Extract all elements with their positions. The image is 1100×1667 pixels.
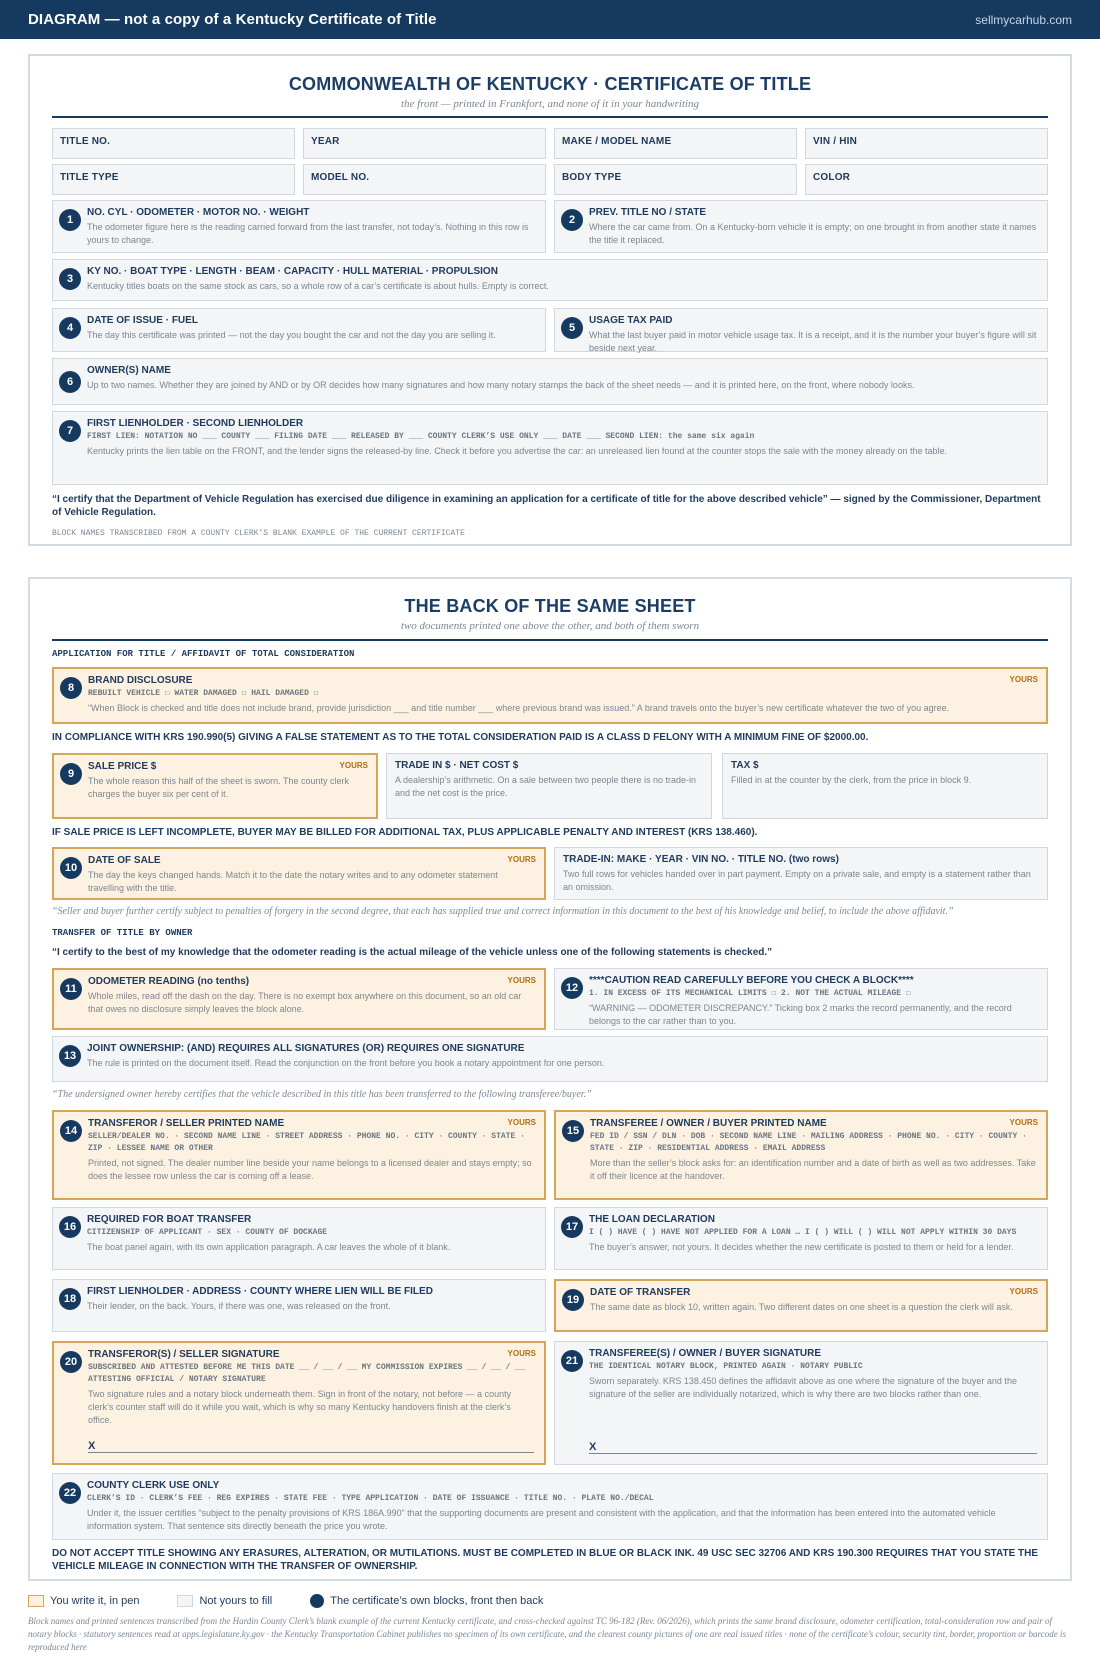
block-18: 18 FIRST LIENHOLDER · ADDRESS · COUNTY WHERE LIEN WILL BE FILED Their lender, on the back. Yours, if there was one, was released on the front.	[52, 1279, 546, 1332]
section-transfer: TRANSFER OF TITLE BY OWNER	[52, 928, 193, 938]
block-20: 20 YOURS TRANSFEROR(S) / SELLER SIGNATURE SUBSCRIBED AND ATTESTED BEFORE ME THIS DATE __ / __ / __ MY COMMISSION EXPIRES __ / __ / __ ATTESTING OFFICIAL / NOTARY SIGNATURE Two signature rules and a notary block underneath them. Sign in front of the notary, not before — a county clerk’s counter staff will do it while you wait, which is why so many Kentucky handovers finish at the clerk’s office. X	[52, 1341, 546, 1465]
back-subtitle: two documents printed one above the other, and both of them sworn	[400, 620, 700, 632]
back-panel	[28, 577, 1072, 1581]
block-14: 14 YOURS TRANSFEROR / SELLER PRINTED NAME SELLER/DEALER NO. · SECOND NAME LINE · STREET ADDRESS · PHONE NO. · CITY · COUNTY · STATE · ZIP · LESSEE NAME OR OTHER Printed, not signed. The dealer number line beside your name belongs to a licensed dealer and stays empty; so does the lessee row unless the car is coming off a lease.	[52, 1110, 546, 1200]
block-5: 5 USAGE TAX PAID What the last buyer paid in motor vehicle usage tax. It is a receipt, and it is the number your buyer’s figure will sit beside next year.	[554, 308, 1048, 352]
back-title: THE BACK OF THE SAME SHEET	[404, 596, 696, 616]
legend	[28, 1594, 543, 1608]
field-title-type: TITLE TYPE	[52, 164, 295, 195]
block-12: 12 ****CAUTION READ CAREFULLY BEFORE YOU CHECK A BLOCK**** 1. IN EXCESS OF ITS MECHANICAL LIMITS ☐ 2. NOT THE ACTUAL MILEAGE ☐ “WARNING — ODOMETER DISCREPANCY.” Ticking box 2 marks the record permanently, and the record belongs to the car rather than to you.	[554, 968, 1048, 1030]
transcription-note: BLOCK NAMES TRANSCRIBED FROM A COUNTY CLERK’S BLANK EXAMPLE OF THE CURRENT CERTIFICATE	[52, 529, 465, 538]
front-subtitle: the front — printed in Frankfort, and none of it in your handwriting	[400, 98, 700, 110]
field-color: COLOR	[805, 164, 1048, 195]
yours-tag: YOURS	[1009, 675, 1038, 684]
block-3: 3 KY NO. · BOAT TYPE · LENGTH · BEAM · CAPACITY · HULL MATERIAL · PROPULSION Kentucky titles boats on the same stock as cars, so a whole row of a car’s certificate is about hulls. Empty is correct.	[52, 259, 1048, 301]
field-make-model: MAKE / MODEL NAME	[554, 128, 797, 159]
front-panel	[28, 54, 1072, 546]
field-year: YEAR	[303, 128, 546, 159]
erasures-warning: DO NOT ACCEPT TITLE SHOWING ANY ERASURES, ALTERATION, OR MUTILATIONS. MUST BE COMPLETED IN BLUE OR BLACK INK. 49 USC SEC 32706 AND KRS 190.300 REQUIRES THAT YOU STATE THE VEHICLE MILEAGE IN CONNECTION WITH THE TRANSFER OF OWNERSHIP.	[52, 1548, 1039, 1572]
incomplete-warning: IF SALE PRICE IS LEFT INCOMPLETE, BUYER MAY BE BILLED FOR ADDITIONAL TAX, PLUS APPLICABLE PENALTY AND INTEREST (KRS 138.460).	[52, 827, 758, 838]
block-1: 1 NO. CYL · ODOMETER · MOTOR NO. · WEIGHT The odometer figure here is the reading carried forward from the last transfer, not today’s. Nothing in this row is yours to change.	[52, 200, 546, 253]
transfer-certification: “The undersigned owner hereby certifies that the vehicle described in this title has been transferred to the following transferee/buyer.”	[52, 1089, 592, 1100]
source-footnote: Block names and printed sentences transcribed from the Hardin County Clerk’s blank example of the current Kentucky certificate, and cross-checked against TC 96-182 (Rev. 06/2026), which prints the same brand disclosure, odometer certification, total-consideration row and pair of notary blocks · statutory sentences read at apps.legislature.ky.gov · the Kentucky Transportation Cabinet publishes no specimen of its own certificate, and the clearest county pictures of one are real issued titles · none of the certificate’s colour, security tint, border, proportion or barcode is reproduced here	[28, 1616, 1066, 1652]
block-22: 22 COUNTY CLERK USE ONLY CLERK’S ID · CLERK’S FEE · REG EXPIRES · STATE FEE · TYPE APPLICATION · DATE OF ISSUANCE · TITLE NO. · PLATE NO./DECAL Under it, the issuer certifies “subject to the penalty provisions of KRS 186A.990” that the supporting documents are present and consistent with the application, and that the information has been entered into the automated vehicle information system. That sentence sits directly beneath the price you wrote.	[52, 1473, 1048, 1540]
block-11: 11 YOURS ODOMETER READING (no tenths) Whole miles, read off the dash on the day. There is no exempt box anywhere on this document, so an old car that owes no disclosure simply leaves the block alone.	[52, 968, 546, 1030]
block-trade-in-rows: TRADE-IN: MAKE · YEAR · VIN NO. · TITLE NO. (two rows) Two full rows for vehicles handed over in part payment. Empty on a private sale, and empty is a statement rather than an omission.	[554, 847, 1048, 900]
diagram-title: DIAGRAM — not a copy of a Kentucky Certificate of Title	[28, 11, 437, 28]
legend-yours: You write it, in pen	[50, 1595, 140, 1607]
field-title-no: TITLE NO.	[52, 128, 295, 159]
block-10: 10 YOURS DATE OF SALE The day the keys changed hands. Match it to the date the notary writes and to any odometer statement travelling with the title.	[52, 847, 546, 900]
block-16: 16 REQUIRED FOR BOAT TRANSFER CITIZENSHIP OF APPLICANT · SEX · COUNTY OF DOCKAGE The boat panel again, with its own application paragraph. A car leaves the whole of it blank.	[52, 1207, 546, 1270]
block-6: 6 OWNER(S) NAME Up to two names. Whether they are joined by AND or by OR decides how many signatures and how many notary stamps the back of the sheet needs — and it is printed here, on the front, where nobody looks.	[52, 358, 1048, 405]
section-application: APPLICATION FOR TITLE / AFFIDAVIT OF TOTAL CONSIDERATION	[52, 649, 355, 659]
seller-signature-line: X	[88, 1439, 534, 1453]
field-vin: VIN / HIN	[805, 128, 1048, 159]
block-4: 4 DATE OF ISSUE · FUEL The day this certificate was printed — not the day you bought the car and not the day you are selling it.	[52, 308, 546, 352]
front-title: COMMONWEALTH OF KENTUCKY · CERTIFICATE OF TITLE	[288, 74, 812, 94]
block-21: 21 TRANSFEREE(S) / OWNER / BUYER SIGNATURE THE IDENTICAL NOTARY BLOCK, PRINTED AGAIN · NOTARY PUBLIC Sworn separately. KRS 138.450 defines the affidavit above as one where the signature of the buyer and the signature of the seller are individually notarized, which is why there are two blocks rather than one. X	[554, 1341, 1048, 1465]
field-model-no: MODEL NO.	[303, 164, 546, 195]
block-17: 17 THE LOAN DECLARATION I ( ) HAVE ( ) HAVE NOT APPLIED FOR A LOAN … I ( ) WILL ( ) WILL NOT APPLY WITHIN 30 DAYS The buyer’s answer, not yours. It decides whether the new certificate is posted to them or held for a lender.	[554, 1207, 1048, 1270]
legend-not-yours: Not yours to fill	[199, 1595, 273, 1607]
block-tax: TAX $ Filled in at the counter by the clerk, from the price in block 9.	[722, 753, 1048, 819]
field-body-type: BODY TYPE	[554, 164, 797, 195]
felony-warning: IN COMPLIANCE WITH KRS 190.990(5) GIVING A FALSE STATEMENT AS TO THE TOTAL CONSIDERATION PAID IS A CLASS D FELONY WITH A MINIMUM FINE OF $2000.00.	[52, 732, 869, 743]
buyer-signature-line: X	[589, 1440, 1037, 1454]
block-13: 13 JOINT OWNERSHIP: (AND) REQUIRES ALL SIGNATURES (OR) REQUIRES ONE SIGNATURE The rule is printed on the document itself. Read the conjunction on the front before you book a notary appointment for one person.	[52, 1036, 1048, 1082]
block-15: 15 YOURS TRANSFEREE / OWNER / BUYER PRINTED NAME FED ID / SSN / DLN · DOB · SECOND NAME LINE · MAILING ADDRESS · PHONE NO. · CITY · COUNTY · STATE · ZIP · RESIDENTIAL ADDRESS · EMAIL ADDRESS More than the seller’s block asks for: an identification number and a date of birth as well as two addresses. Take it off their licence at the handover.	[554, 1110, 1048, 1200]
block-7: 7 FIRST LIENHOLDER · SECOND LIENHOLDER FIRST LIEN: NOTATION NO ___ COUNTY ___ FILING DATE ___ RELEASED BY ___ COUNTY CLERK’S USE ONLY ___ DATE ___ SECOND LIEN: the same six again Kentucky prints the lien table on the FRONT, and the lender signs the released-by line. Check it before you advertise the car: an unreleased lien found at the counter stops the sale with the money already on the table.	[52, 411, 1048, 485]
site-link[interactable]: sellmycarhub.com	[975, 12, 1072, 27]
block-9: 9 YOURS SALE PRICE $ The whole reason this half of the sheet is sworn. The county clerk charges the buyer six per cent of it.	[52, 753, 378, 819]
commissioner-certification: “I certify that the Department of Vehicle Regulation has exercised due diligence in examining an application for a certificate of title for the above described vehicle” — signed by the Commissioner, Department of Vehicle Regulation.	[52, 494, 1041, 518]
block-8: 8 YOURS BRAND DISCLOSURE REBUILT VEHICLE ☐ WATER DAMAGED ☐ HAIL DAMAGED ☐ “When Block is checked and title does not include brand, provide jurisdiction ___ and title number ___ where previous brand was issued.” A brand travels onto the buyer’s new certificate whatever the two of you agree.	[52, 667, 1048, 724]
forgery-affidavit: “Seller and buyer further certify subject to penalties of forgery in the second degree, that each has supplied true and correct information in this document to the best of his knowledge and belief, to include the above affidavit.”	[52, 906, 954, 917]
odometer-certification: “I certify to the best of my knowledge that the odometer reading is the actual mileage of the vehicle unless one of the following statements is checked.”	[52, 947, 773, 958]
block-19: 19 YOURS DATE OF TRANSFER The same date as block 10, written again. Two different dates on one sheet is a question the clerk will ask.	[554, 1279, 1048, 1332]
top-bar	[0, 0, 1100, 39]
block-2: 2 PREV. TITLE NO / STATE Where the car came from. On a Kentucky-born vehicle it is empty; on one brought in from another state it names the title it replaced.	[554, 200, 1048, 253]
block-trade-in: TRADE IN $ · NET COST $ A dealership’s arithmetic. On a sale between two people there is no trade-in and the net cost is the price.	[386, 753, 712, 819]
legend-blocks: The certificate’s own blocks, front then back	[330, 1595, 544, 1607]
